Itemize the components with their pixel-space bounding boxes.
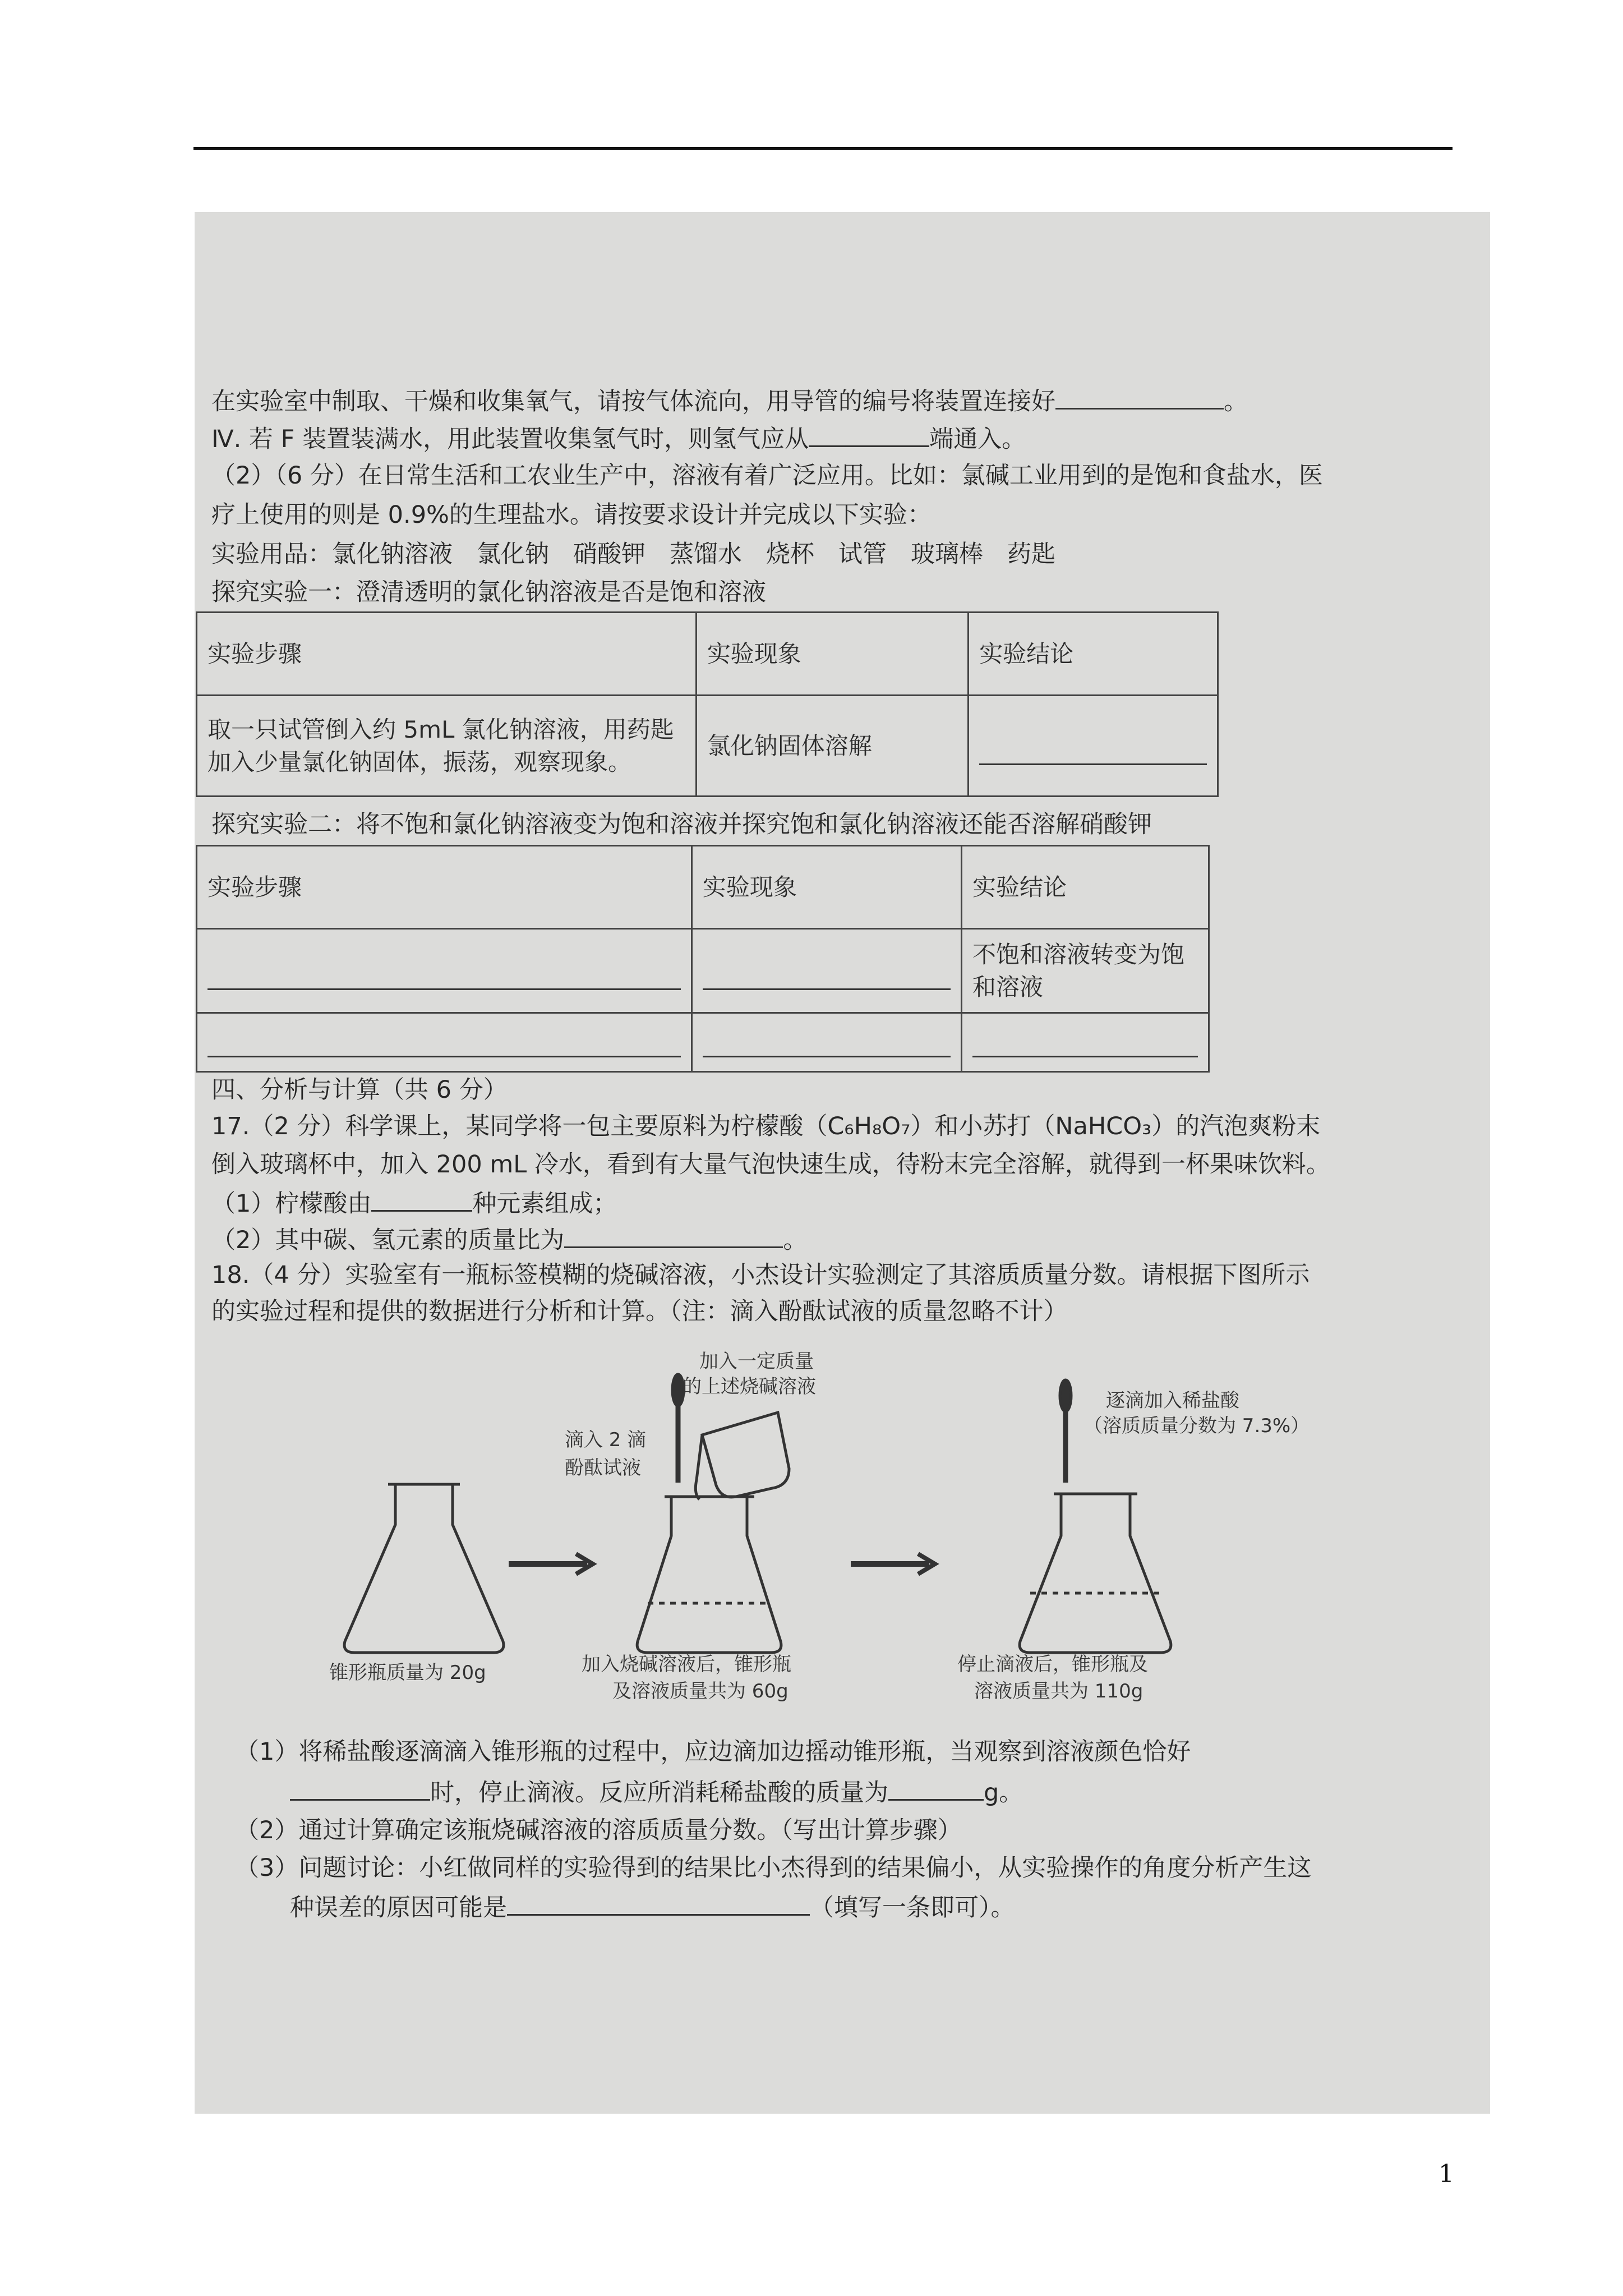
question-18-1: （1）将稀盐酸逐滴滴入锥形瓶的过程中，应边滴加边摇动锥形瓶，当观察到溶液颜色恰好 <box>235 1738 1191 1766</box>
scanned-exam-photo <box>195 212 1490 2114</box>
question-18-line-2: 的实验过程和提供的数据进行分析和计算。（注：滴入酚酞试液的质量忽略不计） <box>211 1297 1068 1326</box>
text-line-3: （2）（6 分）在日常生活和工农业生产中，溶液有着广泛应用。比如：氯碱工业用到的是饱和食盐水，医 <box>211 462 1323 490</box>
figure-label: （溶质质量分数为 7.3%） <box>1083 1415 1310 1437</box>
table-header: 实验步骤 <box>197 846 692 929</box>
table-header: 实验步骤 <box>197 613 697 696</box>
figure-caption: 加入烧碱溶液后，锥形瓶 <box>582 1653 791 1676</box>
question-17-1: （1）柠檬酸由 种元素组成； <box>211 1185 617 1221</box>
header-rule <box>193 147 1453 150</box>
experiment-2-title: 探究实验二：将不饱和氯化钠溶液变为饱和溶液并探究饱和氯化钠溶液还能否溶解硝酸钾 <box>211 811 1152 839</box>
text-line-1: 在实验室中制取、干燥和收集氧气，请按气体流向，用导管的编号将装置连接好 。 <box>211 383 1248 418</box>
figure-label: 逐滴加入稀盐酸 <box>1106 1389 1239 1412</box>
question-17-2: （2）其中碳、氢元素的质量比为 。 <box>211 1222 807 1257</box>
answer-blank[interactable] <box>290 1774 430 1801</box>
figure-label: 滴入 2 滴 <box>565 1429 647 1451</box>
question-17-line-2: 倒入玻璃杯中，加入 200 mL 冷水，看到有大量气泡快速生成，待粉末完全溶解，就得到一杯果味饮料。 <box>211 1151 1330 1179</box>
page-number: 1 <box>1438 2160 1454 2188</box>
answer-blank[interactable] <box>507 1889 810 1916</box>
question-18-line-1: 18.（4 分）实验室有一瓶标签模糊的烧碱溶液，小杰设计实验测定了其溶质质量分数。请根据下图所示 <box>211 1261 1310 1289</box>
answer-blank[interactable] <box>888 1774 984 1801</box>
question-18-3-cont: 种误差的原因可能是 （填写一条即可）。 <box>290 1889 1015 1925</box>
table-header: 实验结论 <box>969 613 1218 696</box>
experiment-1-title: 探究实验一：澄清透明的氯化钠溶液是否是饱和溶液 <box>211 578 766 606</box>
text-line-2: Ⅳ. 若 F 装置装满水，用此装置收集氢气时，则氢气应从 端通入。 <box>211 421 1026 456</box>
question-17-line-1: 17.（2 分）科学课上，某同学将一包主要原料为柠檬酸（C₆H₈O₇）和小苏打（NaHCO₃）的汽泡爽粉末 <box>211 1112 1321 1140</box>
table-header: 实验现象 <box>696 613 968 696</box>
figure-caption: 停止滴液后，锥形瓶及 <box>957 1653 1148 1676</box>
beaker-icon <box>702 1412 789 1497</box>
question-18-3: （3）问题讨论：小红做同样的实验得到的结果比小杰得到的结果偏小，从实验操作的角度分析产生这 <box>235 1854 1312 1882</box>
figure-label: 加入一定质量 <box>699 1350 814 1373</box>
table-header: 实验结论 <box>962 846 1209 929</box>
section-heading: 四、分析与计算（共 6 分） <box>211 1076 508 1104</box>
flask-2-icon <box>637 1497 781 1653</box>
figure-caption: 溶液质量共为 110g <box>974 1680 1144 1703</box>
flask-3-icon <box>1020 1494 1171 1653</box>
figure-label: 酚酞试液 <box>565 1457 641 1479</box>
text-line-4: 疗上使用的则是 0.9%的生理盐水。请按要求设计并完成以下实验： <box>211 501 932 529</box>
table-cell: 不饱和溶液转变为饱和溶液 <box>962 929 1209 1013</box>
figure-caption: 及溶液质量共为 60g <box>612 1680 789 1703</box>
table-cell: 氯化钠固体溶解 <box>696 696 968 797</box>
table-cell: 取一只试管倒入约 5mL 氯化钠溶液，用药匙加入少量氯化钠固体，振荡，观察现象。 <box>197 696 697 797</box>
table-header: 实验现象 <box>691 846 961 929</box>
figure-label: 的上述烧碱溶液 <box>683 1375 816 1398</box>
question-18-2: （2）通过计算确定该瓶烧碱溶液的溶质质量分数。（写出计算步骤） <box>235 1816 962 1844</box>
question-18-1-cont: 时，停止滴液。反应所消耗稀盐酸的质量为 g。 <box>290 1774 1023 1810</box>
figure-caption: 锥形瓶质量为 20g <box>329 1662 486 1684</box>
flask-1-icon <box>344 1484 504 1653</box>
materials-line: 实验用品：氯化钠溶液 氯化钠 硝酸钾 蒸馏水 烧杯 试管 玻璃棒 药匙 <box>211 540 1055 568</box>
